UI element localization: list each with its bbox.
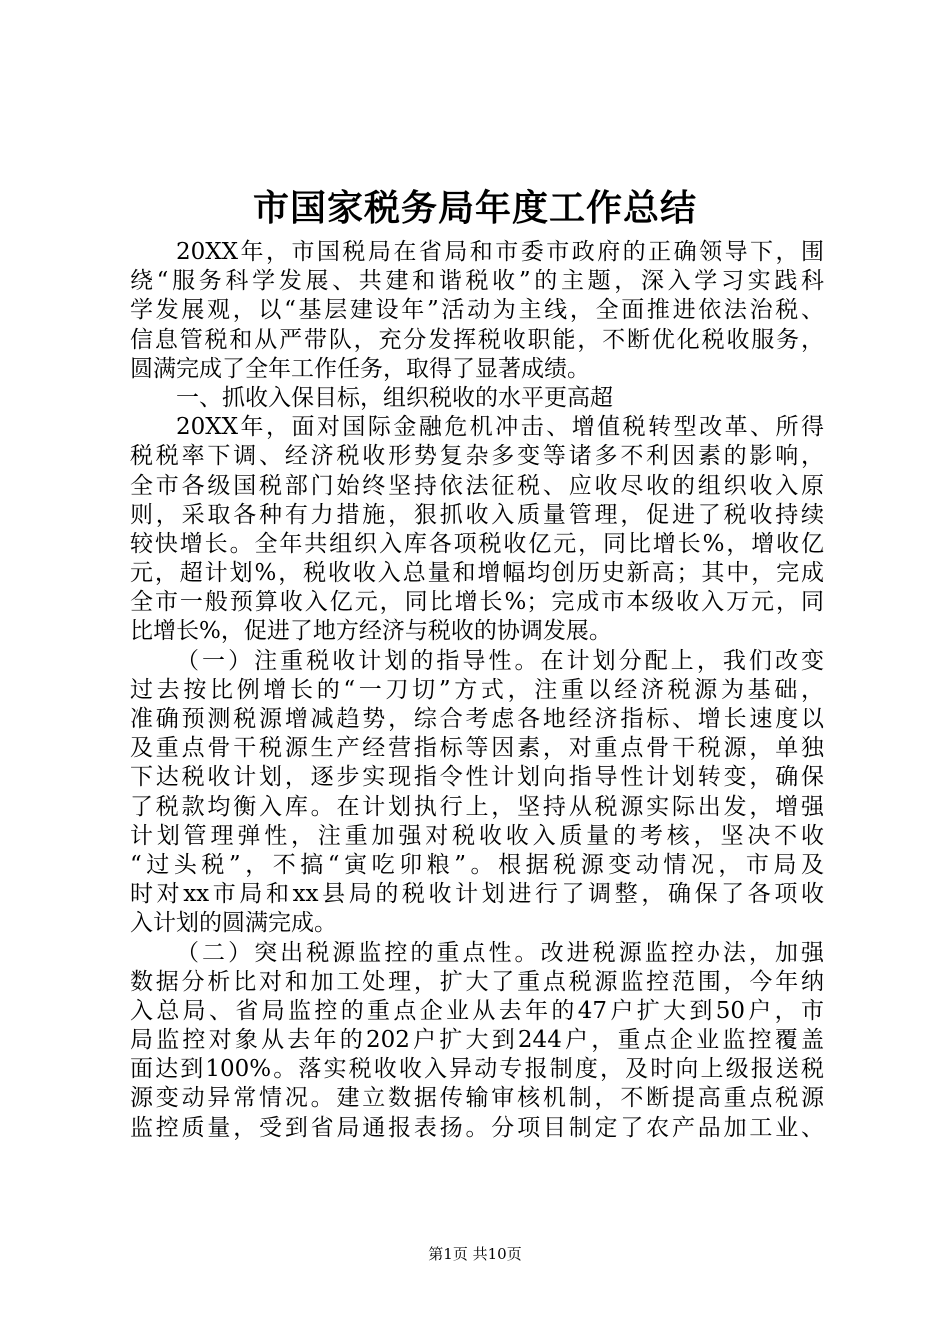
- text-line: 时对xx市局和xx县局的税收计划进行了调整，确保了各项收: [130, 881, 824, 908]
- text-line: 20XX年，市国税局在省局和市委市政府的正确领导下，围: [176, 239, 824, 265]
- text-line: 元，超计划%，税收收入总量和增幅均创历史新高；其中，完成: [130, 560, 824, 587]
- text-line: 过去按比例增长的“一刀切”方式，注重以经济税源为基础，: [130, 676, 824, 703]
- text-line: 数据分析比对和加工处理，扩大了重点税源监控范围，今年纳: [130, 968, 824, 995]
- text-line: 则，采取各种有力措施，狠抓收入质量管理，促进了税收持续: [130, 501, 824, 528]
- text-line: 税税率下调、经济税收形势复杂多变等诸多不利因素的影响，: [130, 443, 824, 470]
- text-line: 较快增长。全年共组织入库各项税收亿元，同比增长%，增收亿: [130, 530, 824, 557]
- text-line: 20XX年，面对国际金融危机冲击、增值税转型改革、所得: [176, 414, 824, 441]
- text-line: 了税款均衡入库。在计划执行上，坚持从税源实际出发，增强: [130, 793, 824, 820]
- text-line: （二）突出税源监控的重点性。改进税源监控办法，加强: [176, 939, 824, 966]
- text-line: 及重点骨干税源生产经营指标等因素，对重点骨干税源，单独: [130, 735, 824, 762]
- page-footer: 第1页 共10页: [428, 1245, 522, 1263]
- text-line: 全市各级国税部门始终坚持依法征税、应收尽收的组织收入原: [130, 472, 824, 499]
- text-line: “过头税”，不搞“寅吃卯粮”。根据税源变动情况，市局及: [130, 851, 824, 878]
- document-title: 市国家税务局年度工作总结: [252, 187, 697, 229]
- text-line: 下达税收计划，逐步实现指令性计划向指导性计划转变，确保: [130, 764, 824, 791]
- text-line: 入总局、省局监控的重点企业从去年的47户扩大到50户，市: [130, 997, 824, 1024]
- text-line: 准确预测税源增减趋势，综合考虑各地经济指标、增长速度以: [130, 706, 824, 732]
- text-line: 入计划的圆满完成。: [130, 910, 337, 937]
- text-line: 计划管理弹性，注重加强对税收收入质量的考核，坚决不收: [130, 822, 824, 849]
- text-line: 一、抓收入保目标，组织税收的水平更高超: [176, 384, 613, 411]
- text-line: 学发展观，以“基层建设年”活动为主线，全面推进依法治税、: [130, 297, 824, 324]
- text-line: 局监控对象从去年的202户扩大到244户，重点企业监控覆盖: [130, 1027, 824, 1054]
- text-line: 绕“服务科学发展、共建和谐税收”的主题，深入学习实践科: [130, 268, 824, 295]
- text-line: 圆满完成了全年工作任务，取得了显著成绩。: [130, 355, 590, 382]
- text-line: 全市一般预算收入亿元，同比增长%；完成市本级收入万元，同: [130, 589, 824, 616]
- text-line: 源变动异常情况。建立数据传输审核机制，不断提高重点税源: [130, 1085, 824, 1112]
- text-line: 比增长%，促进了地方经济与税收的协调发展。: [130, 618, 612, 645]
- text-line: 面达到100%。落实税收收入异动专报制度，及时向上级报送税: [130, 1056, 824, 1083]
- text-line: （一）注重税收计划的指导性。在计划分配上，我们改变: [176, 647, 824, 674]
- text-line: 监控质量，受到省局通报表扬。分项目制定了农产品加工业、: [130, 1114, 824, 1141]
- document-body: [130, 238, 824, 1143]
- text-line: 信息管税和从严带队，充分发挥税收职能，不断优化税收服务，: [130, 326, 824, 353]
